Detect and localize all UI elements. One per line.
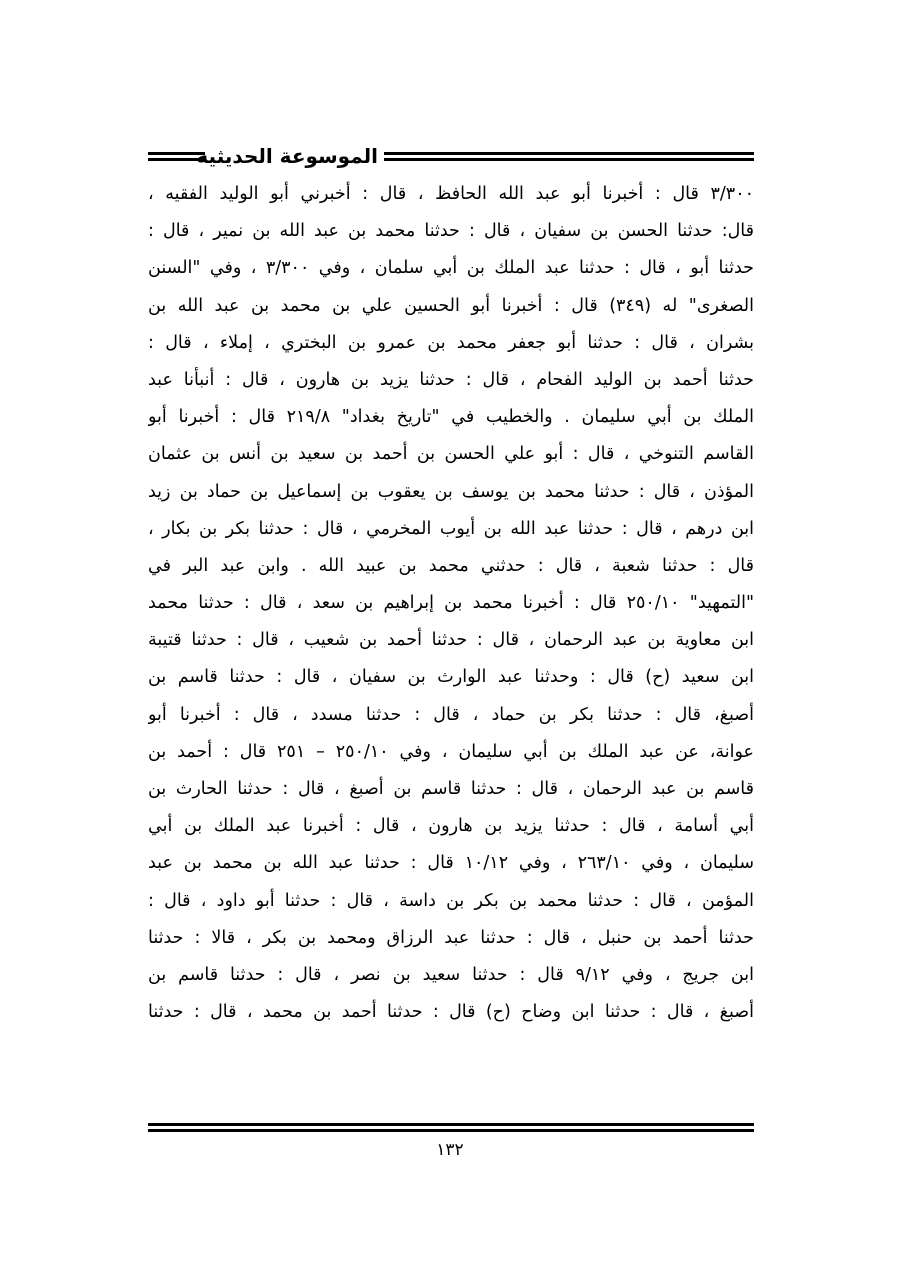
text-line: ابن معاوية بن عبد الرحمان ، قال : حدثنا أحمد بن شعيب ، قال : حدثنا قتيبة — [148, 630, 754, 651]
text-line: ٣/٣٠٠ قال : أخبرنا أبو عبد الله الحافظ ، قال : أخبرني أبو الوليد الفقيه ، — [148, 184, 754, 204]
footer-rule — [148, 1123, 754, 1132]
text-line: ابن سعيد (ح) قال : وحدثنا عبد الوارث بن سفيان ، قال : حدثنا قاسم بن — [148, 667, 754, 688]
text-line: سليمان ، وفي ٢٦٣/١٠ ، وفي ١٠/١٢ قال : حدثنا عبد الله بن محمد بن عبد — [148, 853, 754, 874]
text-line: المؤذن ، قال : حدثنا محمد بن يوسف بن يعقوب بن إسماعيل بن حماد بن زيد — [148, 481, 754, 502]
text-line: قال: حدثنا الحسن بن سفيان ، قال : حدثنا محمد بن عبد الله بن نمير ، قال : — [148, 221, 754, 242]
text-line: ابن جريج ، وفي ٩/١٢ قال : حدثنا سعيد بن نصر ، قال : حدثنا قاسم بن — [148, 964, 754, 985]
text-line: ابن درهم ، قال : حدثنا عبد الله بن أيوب المخرمي ، قال : حدثنا بكر بن بكار ، — [148, 518, 754, 539]
text-line: الصغرى" له (٣٤٩) قال : أخبرنا أبو الحسين علي بن محمد بن عبد الله بن — [148, 295, 754, 316]
text-line: "التمهيد" ٢٥٠/١٠ قال : أخبرنا محمد بن إبراهيم بن سعد ، قال : حدثنا محمد — [148, 593, 754, 614]
page-number: ١٣٢ — [436, 1140, 464, 1160]
text-line: قال : حدثنا شعبة ، قال : حدثني محمد بن عبيد الله . وابن عبد البر في — [148, 555, 754, 576]
text-line: أصبغ ، قال : حدثنا ابن وضاح (ح) قال : حدثنا أحمد بن محمد ، قال : حدثنا — [148, 1002, 754, 1023]
header-title: الموسوعة الحديثية — [196, 144, 378, 168]
running-header — [148, 140, 754, 174]
text-line: بشران ، قال : حدثنا أبو جعفر محمد بن عمرو بن البختري ، إملاء ، قال : — [148, 332, 754, 353]
text-line: حدثنا أحمد بن الوليد الفحام ، قال : حدثنا يزيد بن هارون ، قال : أنبأنا عبد — [148, 369, 754, 390]
text-line: عوانة، عن عبد الملك بن أبي سليمان ، وفي ٢٥٠/١٠ – ٢٥١ قال : أحمد بن — [148, 741, 754, 762]
text-line: أصبغ، قال : حدثنا بكر بن حماد ، قال : حدثنا مسدد ، قال : أخبرنا أبو — [148, 704, 754, 725]
header-rule-left — [148, 152, 205, 161]
header-rule-right — [384, 152, 754, 161]
body-text — [148, 176, 754, 1031]
text-line: حدثنا أحمد بن حنبل ، قال : حدثنا عبد الرزاق ومحمد بن بكر ، قالا : حدثنا — [148, 927, 754, 948]
text-line: المؤمن ، قال : حدثنا محمد بن بكر بن داسة ، قال : حدثنا أبو داود ، قال : — [148, 890, 754, 911]
text-line: القاسم التنوخي ، قال : أبو علي الحسن بن أحمد بن سعيد بن أنس بن عثمان — [148, 444, 754, 465]
text-line: أبي أسامة ، قال : حدثنا يزيد بن هارون ، قال : أخبرنا عبد الملك بن أبي — [148, 816, 754, 837]
text-line: حدثنا أبو ، قال : حدثنا عبد الملك بن أبي سلمان ، وفي ٣/٣٠٠ ، وفي "السنن — [148, 258, 754, 279]
text-line: الملك بن أبي سليمان . والخطيب في "تاريخ بغداد" ٢١٩/٨ قال : أخبرنا أبو — [148, 407, 754, 428]
text-line: قاسم بن عبد الرحمان ، قال : حدثنا قاسم بن أصبغ ، قال : حدثنا الحارث بن — [148, 779, 754, 799]
